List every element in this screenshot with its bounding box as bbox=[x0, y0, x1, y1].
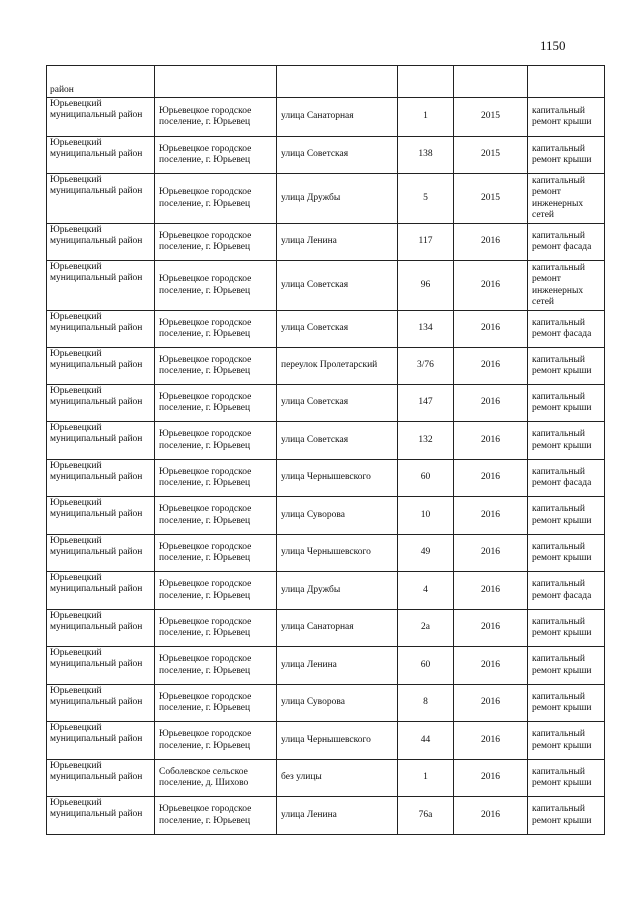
house-number-cell bbox=[398, 66, 454, 98]
house-number-cell: 2а bbox=[398, 610, 454, 647]
work-type-cell: капитальный ремонт фасада bbox=[528, 572, 605, 610]
house-number-cell: 76а bbox=[398, 797, 454, 835]
settlement-cell: Юрьевецкое городское поселение, г. Юрьевец bbox=[155, 311, 277, 348]
table-row bbox=[47, 66, 605, 98]
street-cell: переулок Пролетарский bbox=[277, 348, 398, 385]
work-type-cell: капитальный ремонт крыши bbox=[528, 610, 605, 647]
street-cell bbox=[277, 66, 398, 98]
table-row bbox=[47, 685, 605, 722]
settlement-cell bbox=[155, 66, 277, 98]
house-number-cell: 10 bbox=[398, 497, 454, 535]
settlement-cell: Юрьевецкое городское поселение, г. Юрьевец bbox=[155, 422, 277, 460]
table-row bbox=[47, 722, 605, 760]
street-cell: улица Чернышевского bbox=[277, 460, 398, 497]
district-cell: Юрьевецкий муниципальный район bbox=[47, 422, 155, 460]
year-cell: 2016 bbox=[454, 460, 528, 497]
street-cell: улица Суворова bbox=[277, 497, 398, 535]
district-cell: Юрьевецкий муниципальный район bbox=[47, 610, 155, 647]
district-cell: Юрьевецкий муниципальный район bbox=[47, 348, 155, 385]
work-type-cell bbox=[528, 66, 605, 98]
house-number-cell: 134 bbox=[398, 311, 454, 348]
settlement-cell: Юрьевецкое городское поселение, г. Юрьевец bbox=[155, 497, 277, 535]
year-cell: 2016 bbox=[454, 685, 528, 722]
settlement-cell: Юрьевецкое городское поселение, г. Юрьевец bbox=[155, 261, 277, 311]
settlement-cell: Юрьевецкое городское поселение, г. Юрьевец bbox=[155, 460, 277, 497]
year-cell: 2016 bbox=[454, 572, 528, 610]
work-type-cell: капитальный ремонт крыши bbox=[528, 797, 605, 835]
district-cell: Юрьевецкий муниципальный район bbox=[47, 797, 155, 835]
table-row bbox=[47, 460, 605, 497]
street-cell: без улицы bbox=[277, 760, 398, 797]
district-cell: Юрьевецкий муниципальный район bbox=[47, 137, 155, 174]
work-type-cell: капитальный ремонт крыши bbox=[528, 760, 605, 797]
district-cell: Юрьевецкий муниципальный район bbox=[47, 722, 155, 760]
table-row bbox=[47, 760, 605, 797]
work-type-cell: капитальный ремонт фасада bbox=[528, 460, 605, 497]
work-type-cell: капитальный ремонт крыши bbox=[528, 647, 605, 685]
work-type-cell: капитальный ремонт крыши bbox=[528, 497, 605, 535]
settlement-cell: Юрьевецкое городское поселение, г. Юрьевец bbox=[155, 610, 277, 647]
house-number-cell: 60 bbox=[398, 460, 454, 497]
district-cell: Юрьевецкий муниципальный район bbox=[47, 385, 155, 422]
work-type-cell: капитальный ремонт инженерных сетей bbox=[528, 261, 605, 311]
district-cell: Юрьевецкий муниципальный район bbox=[47, 224, 155, 261]
work-type-cell: капитальный ремонт крыши bbox=[528, 98, 605, 137]
work-type-cell: капитальный ремонт крыши bbox=[528, 137, 605, 174]
house-number-cell: 5 bbox=[398, 174, 454, 224]
year-cell: 2015 bbox=[454, 174, 528, 224]
house-number-cell: 49 bbox=[398, 535, 454, 572]
year-cell: 2016 bbox=[454, 385, 528, 422]
street-cell: улица Санаторная bbox=[277, 610, 398, 647]
table-row bbox=[47, 174, 605, 224]
street-cell: улица Советская bbox=[277, 261, 398, 311]
settlement-cell: Юрьевецкое городское поселение, г. Юрьевец bbox=[155, 224, 277, 261]
settlement-cell: Юрьевецкое городское поселение, г. Юрьевец bbox=[155, 98, 277, 137]
year-cell: 2016 bbox=[454, 497, 528, 535]
year-cell: 2016 bbox=[454, 224, 528, 261]
year-cell: 2016 bbox=[454, 647, 528, 685]
year-cell: 2016 bbox=[454, 797, 528, 835]
street-cell: улица Дружбы bbox=[277, 174, 398, 224]
street-cell: улица Суворова bbox=[277, 685, 398, 722]
table-row bbox=[47, 535, 605, 572]
district-cell: Юрьевецкий муниципальный район bbox=[47, 311, 155, 348]
house-number-cell: 138 bbox=[398, 137, 454, 174]
work-type-cell: капитальный ремонт крыши bbox=[528, 535, 605, 572]
table-row bbox=[47, 224, 605, 261]
work-type-cell: капитальный ремонт крыши bbox=[528, 385, 605, 422]
table-row bbox=[47, 348, 605, 385]
year-cell: 2016 bbox=[454, 311, 528, 348]
table-row bbox=[47, 497, 605, 535]
house-number-cell: 1 bbox=[398, 98, 454, 137]
year-cell: 2015 bbox=[454, 137, 528, 174]
district-cell: Юрьевецкий муниципальный район bbox=[47, 174, 155, 224]
house-number-cell: 147 bbox=[398, 385, 454, 422]
year-cell: 2016 bbox=[454, 760, 528, 797]
house-number-cell: 8 bbox=[398, 685, 454, 722]
street-cell: улица Санаторная bbox=[277, 98, 398, 137]
work-type-cell: капитальный ремонт фасада bbox=[528, 224, 605, 261]
table-row bbox=[47, 385, 605, 422]
street-cell: улица Ленина bbox=[277, 224, 398, 261]
work-type-cell: капитальный ремонт крыши bbox=[528, 348, 605, 385]
district-cell: Юрьевецкий муниципальный район bbox=[47, 685, 155, 722]
settlement-cell: Юрьевецкое городское поселение, г. Юрьевец bbox=[155, 647, 277, 685]
district-cell: Юрьевецкий муниципальный район bbox=[47, 760, 155, 797]
house-number-cell: 132 bbox=[398, 422, 454, 460]
work-type-cell: капитальный ремонт крыши bbox=[528, 422, 605, 460]
street-cell: улица Советская bbox=[277, 311, 398, 348]
year-cell: 2016 bbox=[454, 535, 528, 572]
page-number: 1150 bbox=[540, 38, 566, 53]
settlement-cell: Юрьевецкое городское поселение, г. Юрьевец bbox=[155, 137, 277, 174]
settlement-cell: Юрьевецкое городское поселение, г. Юрьевец bbox=[155, 572, 277, 610]
table-row bbox=[47, 98, 605, 137]
table-row bbox=[47, 797, 605, 835]
street-cell: улица Ленина bbox=[277, 647, 398, 685]
district-cell: Юрьевецкий муниципальный район bbox=[47, 460, 155, 497]
settlement-cell: Соболевское сельское поселение, д. Шихово bbox=[155, 760, 277, 797]
street-cell: улица Чернышевского bbox=[277, 535, 398, 572]
settlement-cell: Юрьевецкое городское поселение, г. Юрьевец bbox=[155, 385, 277, 422]
house-number-cell: 44 bbox=[398, 722, 454, 760]
district-cell: Юрьевецкий муниципальный район bbox=[47, 497, 155, 535]
settlement-cell: Юрьевецкое городское поселение, г. Юрьевец bbox=[155, 348, 277, 385]
street-cell: улица Чернышевского bbox=[277, 722, 398, 760]
table-row bbox=[47, 311, 605, 348]
district-cell: Юрьевецкий муниципальный район bbox=[47, 647, 155, 685]
work-type-cell: капитальный ремонт инженерных сетей bbox=[528, 174, 605, 224]
district-cell: Юрьевецкий муниципальный район bbox=[47, 572, 155, 610]
house-number-cell: 60 bbox=[398, 647, 454, 685]
work-type-cell: капитальный ремонт крыши bbox=[528, 685, 605, 722]
table-row bbox=[47, 261, 605, 311]
year-cell: 2016 bbox=[454, 610, 528, 647]
settlement-cell: Юрьевецкое городское поселение, г. Юрьевец bbox=[155, 722, 277, 760]
year-cell bbox=[454, 66, 528, 98]
street-cell: улица Советская bbox=[277, 422, 398, 460]
settlement-cell: Юрьевецкое городское поселение, г. Юрьевец bbox=[155, 685, 277, 722]
house-number-cell: 1 bbox=[398, 760, 454, 797]
year-cell: 2016 bbox=[454, 261, 528, 311]
year-cell: 2016 bbox=[454, 348, 528, 385]
house-number-cell: 117 bbox=[398, 224, 454, 261]
repair-schedule-table bbox=[46, 65, 605, 835]
district-cell: Юрьевецкий муниципальный район bbox=[47, 535, 155, 572]
table-body bbox=[47, 66, 605, 835]
year-cell: 2016 bbox=[454, 722, 528, 760]
table-row bbox=[47, 610, 605, 647]
district-cell: Юрьевецкий муниципальный район bbox=[47, 261, 155, 311]
work-type-cell: капитальный ремонт фасада bbox=[528, 311, 605, 348]
district-cell: район bbox=[47, 66, 155, 98]
work-type-cell: капитальный ремонт крыши bbox=[528, 722, 605, 760]
street-cell: улица Дружбы bbox=[277, 572, 398, 610]
district-cell: Юрьевецкий муниципальный район bbox=[47, 98, 155, 137]
settlement-cell: Юрьевецкое городское поселение, г. Юрьевец bbox=[155, 535, 277, 572]
table-row bbox=[47, 572, 605, 610]
settlement-cell: Юрьевецкое городское поселение, г. Юрьевец bbox=[155, 174, 277, 224]
table-row bbox=[47, 422, 605, 460]
year-cell: 2015 bbox=[454, 98, 528, 137]
house-number-cell: 3/76 bbox=[398, 348, 454, 385]
year-cell: 2016 bbox=[454, 422, 528, 460]
street-cell: улица Ленина bbox=[277, 797, 398, 835]
house-number-cell: 4 bbox=[398, 572, 454, 610]
table-row bbox=[47, 137, 605, 174]
street-cell: улица Советская bbox=[277, 137, 398, 174]
settlement-cell: Юрьевецкое городское поселение, г. Юрьевец bbox=[155, 797, 277, 835]
table-row bbox=[47, 647, 605, 685]
street-cell: улица Советская bbox=[277, 385, 398, 422]
house-number-cell: 96 bbox=[398, 261, 454, 311]
